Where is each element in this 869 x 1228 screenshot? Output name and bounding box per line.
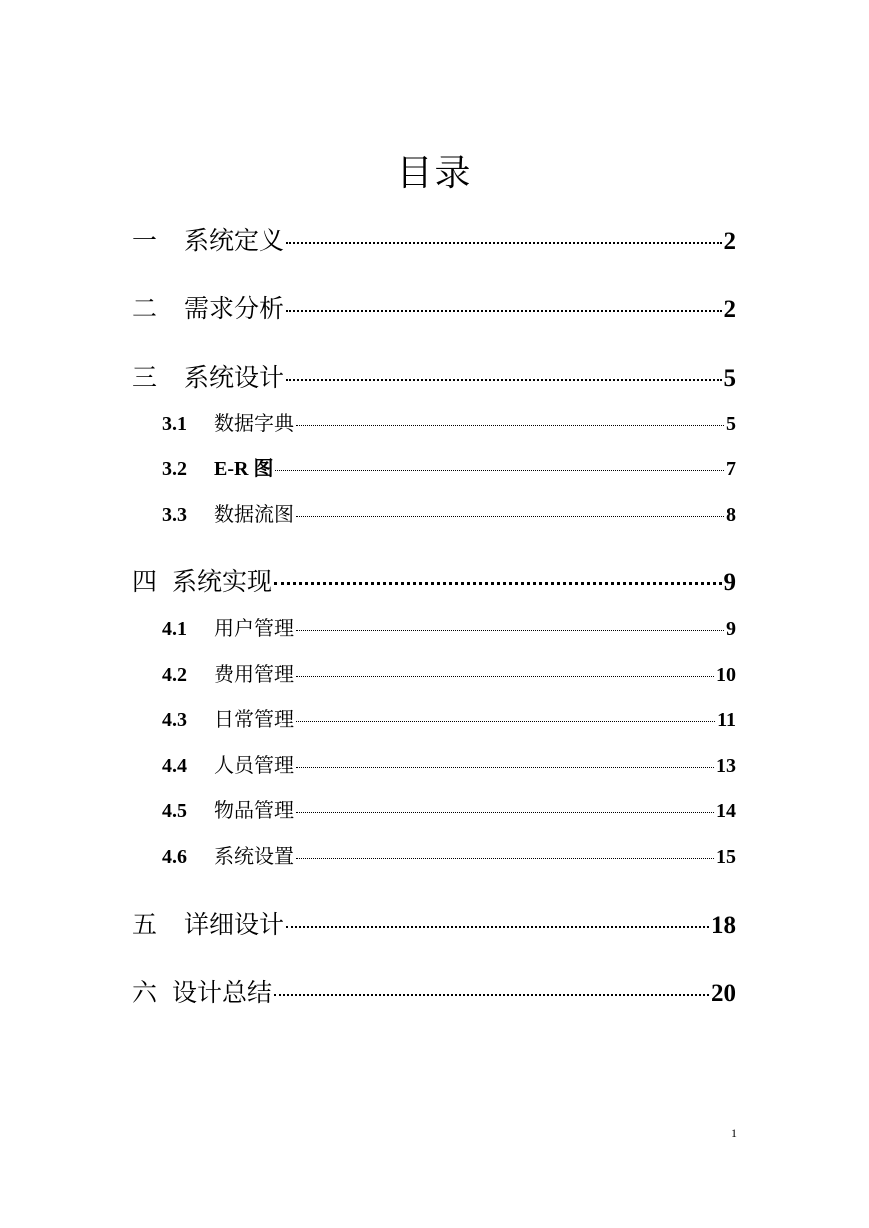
toc-entry-number: 三 <box>132 365 158 392</box>
dot-leader <box>296 721 715 722</box>
toc-entry-number: 六 <box>132 980 158 1007</box>
page-title: 目录 <box>396 153 473 194</box>
toc-entry-number: 3.3 <box>162 504 187 526</box>
dot-leader <box>286 242 721 244</box>
dot-leader <box>286 926 709 928</box>
page-number: 1 <box>731 1126 737 1140</box>
toc-entry-system-implementation[interactable] <box>132 565 736 600</box>
dot-leader <box>296 812 714 813</box>
toc-entry-label: 需求分析 <box>184 294 285 323</box>
dot-leader <box>296 425 724 426</box>
toc-entry-detailed-design[interactable] <box>132 908 736 943</box>
toc-entry-number: 4.5 <box>162 800 187 822</box>
toc-entry-label: 日常管理 <box>214 707 294 731</box>
toc-entry-label: 系统定义 <box>184 226 285 255</box>
toc-entry-label: 费用管理 <box>214 662 294 686</box>
toc-entry-data-flow-diagram[interactable] <box>162 500 736 529</box>
toc-entry-page: 5 <box>723 365 736 392</box>
toc-entry-daily-management[interactable] <box>162 705 736 734</box>
dot-leader <box>274 994 709 996</box>
toc-entry-number: 二 <box>132 296 158 323</box>
toc-entry-page: 15 <box>716 846 736 868</box>
toc-entry-label: 详细设计 <box>184 910 285 939</box>
toc-entry-number: 4.4 <box>162 755 187 777</box>
toc-entry-number: 4.3 <box>162 709 187 731</box>
toc-entry-page: 7 <box>726 458 736 480</box>
toc-entry-number: 五 <box>132 912 158 939</box>
toc-entry-label: E-R 图 <box>214 458 274 480</box>
toc-entry-requirements-analysis[interactable] <box>132 292 736 327</box>
toc-entry-system-settings[interactable] <box>162 842 736 871</box>
toc-entry-label: 系统实现 <box>172 567 273 596</box>
toc-entry-design-summary[interactable] <box>132 976 736 1011</box>
toc-entry-expense-management[interactable] <box>162 660 736 689</box>
toc-entry-number: 3.1 <box>162 413 187 435</box>
toc-entry-number: 3.2 <box>162 458 187 480</box>
toc-entry-number: 一 <box>132 228 158 255</box>
dot-leader <box>286 310 721 312</box>
dot-leader <box>286 379 721 381</box>
dot-leader <box>296 676 714 677</box>
toc-entry-page: 2 <box>723 296 736 323</box>
toc-entry-er-diagram[interactable] <box>162 455 736 483</box>
toc-entry-page: 18 <box>711 912 736 939</box>
toc-entry-system-definition[interactable] <box>132 224 736 259</box>
dot-leader <box>275 470 724 471</box>
toc-entry-system-design[interactable] <box>132 361 736 396</box>
toc-entry-user-management[interactable] <box>162 614 736 643</box>
toc-entry-page: 5 <box>726 413 736 435</box>
toc-entry-label: 设计总结 <box>172 978 273 1007</box>
toc-entry-number: 四 <box>132 569 158 596</box>
toc-entry-label: 数据流图 <box>214 502 294 526</box>
toc-entry-item-management[interactable] <box>162 796 736 825</box>
toc-entry-page: 14 <box>716 800 736 822</box>
toc-entry-page: 11 <box>717 709 736 731</box>
dot-leader <box>296 516 724 517</box>
toc-entry-label: 数据字典 <box>214 411 294 435</box>
toc-entry-page: 10 <box>716 664 736 686</box>
toc-entry-number: 4.6 <box>162 846 187 868</box>
toc-entry-page: 2 <box>723 228 736 255</box>
toc-entry-label: 物品管理 <box>214 798 294 822</box>
toc-entry-label: 系统设计 <box>184 363 285 392</box>
toc-entry-label: 系统设置 <box>214 844 294 868</box>
toc-entry-page: 9 <box>726 618 736 640</box>
toc-entry-personnel-management[interactable] <box>162 751 736 780</box>
toc-entry-page: 13 <box>716 755 736 777</box>
dot-leader <box>296 630 724 631</box>
toc-entry-number: 4.1 <box>162 618 187 640</box>
toc-entry-label: 人员管理 <box>214 753 294 777</box>
dot-leader <box>274 582 721 585</box>
toc-entry-label: 用户管理 <box>214 616 294 640</box>
toc-entry-number: 4.2 <box>162 664 187 686</box>
toc-entry-page: 9 <box>723 569 736 596</box>
toc-entry-page: 20 <box>711 980 736 1007</box>
dot-leader <box>296 767 714 768</box>
toc-entry-data-dictionary[interactable] <box>162 409 736 438</box>
dot-leader <box>296 858 714 859</box>
toc-entry-page: 8 <box>726 504 736 526</box>
